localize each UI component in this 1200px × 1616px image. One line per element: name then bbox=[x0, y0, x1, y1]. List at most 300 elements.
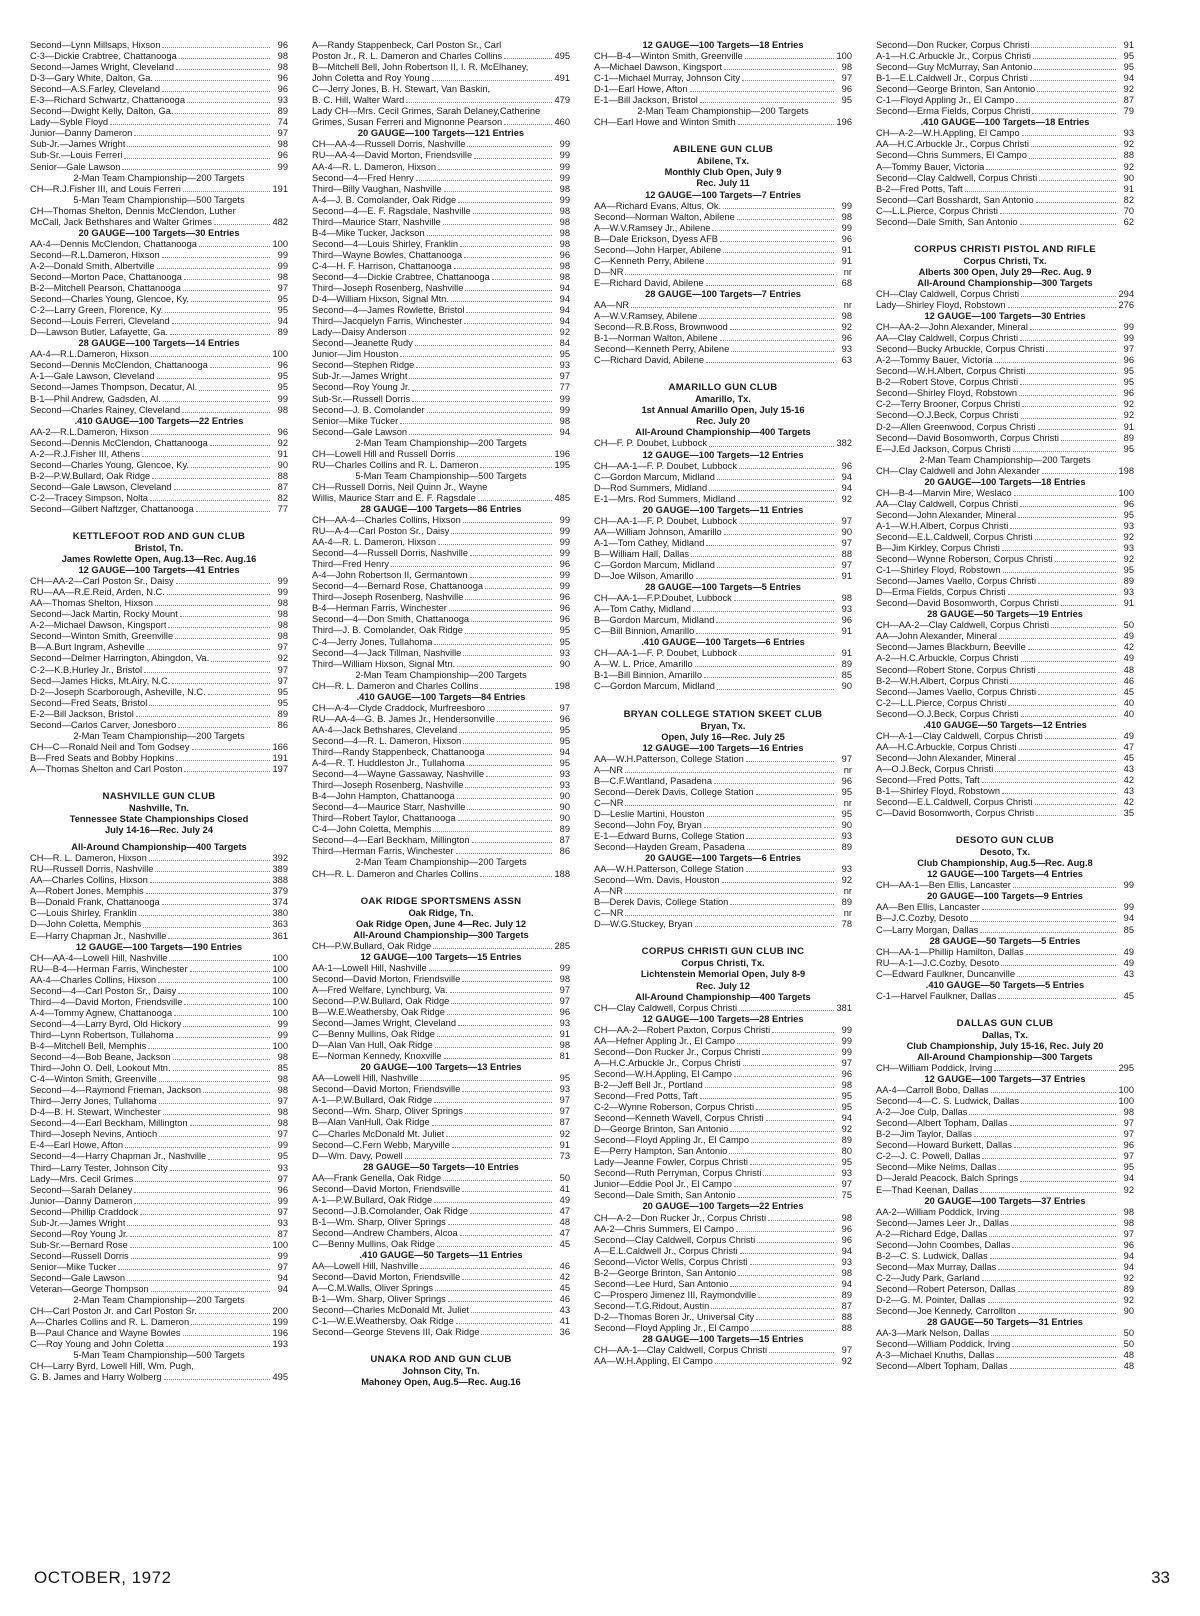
dot-leader bbox=[769, 1352, 834, 1353]
shooter-name: Second—4—Jack Tillman, Nashville bbox=[312, 647, 462, 658]
shooter-name: AA—W.H.Patterson, College Station bbox=[594, 864, 744, 875]
dot-leader bbox=[1020, 506, 1116, 507]
result-entry bbox=[30, 609, 288, 620]
result-entry bbox=[876, 576, 1134, 587]
dot-leader bbox=[1036, 815, 1116, 816]
score: 94 bbox=[277, 316, 288, 327]
dot-leader bbox=[706, 285, 834, 286]
dot-leader bbox=[130, 1247, 270, 1248]
shooter-name: Second—4—Don Smith, Chattanooga bbox=[312, 614, 470, 625]
result-entry bbox=[876, 1207, 1134, 1218]
result-entry bbox=[876, 51, 1134, 62]
shooter-name: Sub-Jr.—James Wright bbox=[30, 1217, 126, 1228]
score: 99 bbox=[277, 1029, 288, 1040]
shooter-name: CH—R.J.Fisher III, and Louis Ferreri bbox=[30, 183, 181, 194]
club-location: Amarillo, Tx. bbox=[695, 394, 751, 405]
dot-leader bbox=[174, 1015, 270, 1016]
event-heading: 20 GAUGE—100 Targets—121 Entries bbox=[357, 128, 525, 139]
shooter-name: C-2—Judy Park, Garland bbox=[876, 1272, 980, 1283]
score: 97 bbox=[841, 1345, 852, 1356]
dot-leader bbox=[199, 390, 270, 391]
score: 98 bbox=[559, 238, 570, 249]
dot-leader bbox=[462, 1279, 552, 1280]
dot-leader bbox=[497, 721, 552, 722]
result-entry bbox=[312, 1283, 570, 1294]
score: 92 bbox=[1123, 1294, 1134, 1305]
dot-leader bbox=[462, 981, 552, 982]
dot-leader bbox=[184, 771, 270, 772]
score: 99 bbox=[841, 1035, 852, 1046]
dot-leader bbox=[462, 1091, 552, 1092]
dot-leader bbox=[762, 1054, 834, 1055]
score: 50 bbox=[1123, 620, 1134, 631]
shooter-name: A—Tommy Bauer, Victoria bbox=[876, 161, 985, 172]
dot-leader bbox=[980, 1192, 1116, 1193]
score: 93 bbox=[1123, 543, 1134, 554]
score: 97 bbox=[841, 1179, 852, 1190]
dot-leader bbox=[178, 993, 270, 994]
dot-leader bbox=[1002, 550, 1116, 551]
event-heading: 1st Annual Amarillo Open, July 15-16 bbox=[641, 405, 805, 416]
shooter-name: C—NR bbox=[594, 797, 624, 808]
result-entry bbox=[594, 212, 852, 223]
score: 41 bbox=[559, 1183, 570, 1194]
shooter-name: CH—AA-1—Phillip Hamilton, Dallas bbox=[876, 946, 1024, 957]
dot-leader bbox=[151, 356, 270, 357]
result-entry bbox=[312, 1029, 570, 1040]
dot-leader bbox=[1013, 887, 1116, 888]
score: 92 bbox=[1123, 161, 1134, 172]
dot-leader bbox=[427, 235, 552, 236]
result-entry bbox=[594, 1356, 852, 1367]
result-entry bbox=[312, 725, 570, 736]
dot-leader bbox=[199, 1313, 270, 1314]
score: 97 bbox=[277, 642, 288, 653]
score: 62 bbox=[1123, 216, 1134, 227]
result-entry bbox=[30, 95, 288, 106]
dot-leader bbox=[1031, 146, 1116, 147]
result-entry bbox=[312, 974, 570, 985]
shooter-name: AA-4—Dennis McClendon, Chattanooga bbox=[30, 238, 197, 249]
result-entry bbox=[30, 1185, 288, 1196]
result-entry bbox=[876, 808, 1134, 819]
shooter-name: Second—O.J.Beck, Corpus Christi bbox=[876, 708, 1019, 719]
score: 93 bbox=[559, 360, 570, 371]
dot-leader bbox=[451, 301, 552, 302]
page-number: 33 bbox=[1151, 1568, 1170, 1587]
result-entry bbox=[594, 1102, 852, 1113]
shooter-name: CH—AA-2—John Alexander, Mineral bbox=[876, 322, 1028, 333]
event-heading: 20 GAUGE—100 Targets—13 Entries bbox=[360, 1062, 522, 1073]
score: 95 bbox=[841, 95, 852, 106]
dot-leader bbox=[730, 1131, 834, 1132]
score: 45 bbox=[1123, 752, 1134, 763]
shooter-name: D-2—Joseph Scarborough, Asheville, N.C. bbox=[30, 686, 206, 697]
dot-leader bbox=[168, 938, 270, 939]
score: 50 bbox=[559, 1172, 570, 1183]
dot-leader bbox=[467, 809, 552, 810]
result-entry bbox=[30, 283, 288, 294]
shooter-name: Second—Lee Hurd, San Antonio bbox=[594, 1278, 729, 1289]
shooter-name: B-4—John Hampton, Chattanooga bbox=[312, 791, 455, 802]
score: 460 bbox=[554, 117, 570, 128]
event-heading: James Rowlette Open, Aug.13—Rec. Aug.16 bbox=[61, 554, 257, 565]
dot-leader bbox=[420, 1268, 552, 1269]
score: 97 bbox=[559, 995, 570, 1006]
dot-leader bbox=[162, 257, 270, 258]
score: 96 bbox=[559, 249, 570, 260]
score: 98 bbox=[841, 1267, 852, 1278]
score: 96 bbox=[1123, 498, 1134, 509]
dot-leader bbox=[1021, 418, 1116, 419]
result-entry bbox=[594, 1124, 852, 1135]
team-heading: 2-Man Team Championship—200 Targets bbox=[355, 857, 527, 868]
shooter-name: CH—AA-2—Clay Caldwell, Corpus Christi bbox=[876, 620, 1050, 631]
shooter-name: Sub-Sr.—Louis Ferreri bbox=[30, 150, 123, 161]
score: 96 bbox=[277, 40, 288, 50]
result-entry bbox=[876, 620, 1134, 631]
score: 379 bbox=[272, 886, 288, 897]
dot-leader bbox=[625, 772, 834, 773]
result-entry bbox=[876, 300, 1134, 311]
score: 99 bbox=[277, 249, 288, 260]
result-entry bbox=[594, 1080, 852, 1091]
dot-leader bbox=[751, 1142, 834, 1143]
score: 92 bbox=[1123, 399, 1134, 410]
dot-leader bbox=[1001, 1214, 1116, 1215]
shooter-name: Second—Dennis McClendon, Chattanooga bbox=[30, 437, 208, 448]
score: 94 bbox=[1123, 913, 1134, 924]
dot-leader bbox=[740, 1253, 834, 1254]
result-entry bbox=[876, 698, 1134, 709]
shooter-name: Second—Guy McMurray, San Antonio bbox=[876, 62, 1033, 73]
result-entry bbox=[594, 267, 852, 278]
shooter-name: D-4—B. H. Stewart, Winchester bbox=[30, 1107, 161, 1118]
shooter-name: CH—Clay Caldwell and John Alexander bbox=[876, 465, 1040, 476]
shooter-name: A-2—Donald Smith, Albertville bbox=[30, 260, 155, 271]
score: 99 bbox=[1123, 322, 1134, 333]
result-entry bbox=[876, 598, 1134, 609]
score: 98 bbox=[277, 1085, 288, 1096]
dot-leader bbox=[743, 1065, 834, 1066]
result-entry bbox=[30, 620, 288, 631]
score: 276 bbox=[1118, 299, 1134, 310]
score: 99 bbox=[559, 962, 570, 973]
score: 91 bbox=[1123, 40, 1134, 50]
score: 98 bbox=[841, 1079, 852, 1090]
shooter-name: A-3—Michael Knuths, Dallas bbox=[876, 1350, 995, 1361]
score: 95 bbox=[559, 625, 570, 636]
result-entry bbox=[876, 206, 1134, 217]
shooter-name: Second—C.Fern Webb, Maryville bbox=[312, 1139, 450, 1150]
shooter-name: Second—Morton Pace, Chattanooga bbox=[30, 271, 182, 282]
dot-leader bbox=[991, 1092, 1116, 1093]
score: 88 bbox=[277, 470, 288, 481]
result-entry bbox=[876, 925, 1134, 936]
shooter-name: Third—Larry Tester, Johnson City bbox=[30, 1162, 168, 1173]
dot-leader bbox=[456, 853, 552, 854]
shooter-name: CH—Earl Howe and Winton Smith bbox=[594, 117, 736, 128]
shooter-name: B-1—Shirley Floyd, Robstown bbox=[876, 786, 1001, 797]
score: 93 bbox=[841, 1256, 852, 1267]
score: 43 bbox=[1123, 786, 1134, 797]
result-entry bbox=[312, 51, 570, 62]
result-entry bbox=[876, 521, 1134, 532]
dot-leader bbox=[142, 456, 270, 457]
dot-leader bbox=[724, 534, 834, 535]
dot-leader bbox=[700, 102, 834, 103]
shooter-name: Junior—Eddie Pool Jr., El Campo bbox=[594, 1179, 732, 1190]
dot-leader bbox=[1034, 69, 1116, 70]
result-entry bbox=[30, 1207, 288, 1218]
dot-leader bbox=[429, 970, 552, 971]
dot-leader bbox=[166, 1346, 270, 1347]
shooter-name: AA—W.H.Appling, El Campo bbox=[594, 1356, 713, 1367]
result-entry bbox=[876, 1350, 1134, 1361]
result-entry bbox=[594, 798, 852, 809]
result-entry bbox=[30, 250, 288, 261]
score: 96 bbox=[1123, 1239, 1134, 1250]
dot-leader bbox=[406, 102, 552, 103]
result-entry bbox=[312, 239, 570, 250]
shooter-name: B—Paul Chance and Wayne Bowles bbox=[30, 1328, 181, 1339]
shooter-name: Second—Charles McDonald Mt. Juliet bbox=[312, 1305, 470, 1316]
dot-leader bbox=[167, 594, 270, 595]
result-entry bbox=[312, 714, 570, 725]
event-heading: Rec. July 12 bbox=[696, 980, 750, 991]
shooter-name: CH—Clay Caldwell, Corpus Christi bbox=[876, 288, 1020, 299]
dot-leader bbox=[470, 1213, 552, 1214]
shooter-name: Second—4—Earl Beckham, Millington bbox=[312, 835, 470, 846]
result-entry bbox=[876, 95, 1134, 106]
shooter-name: Second—Bucky Arbuckle, Corpus Christi bbox=[876, 344, 1045, 355]
score: 91 bbox=[559, 1139, 570, 1150]
results-column-1 bbox=[30, 40, 288, 1555]
score: 96 bbox=[1123, 388, 1134, 399]
result-entry bbox=[312, 835, 570, 846]
result-entry bbox=[30, 1074, 288, 1085]
shooter-name: C—Louis Shirley, Franklin bbox=[30, 908, 137, 919]
result-entry bbox=[30, 1317, 288, 1328]
shooter-name: Second—Shirley Floyd, Robstown bbox=[876, 388, 1018, 399]
dot-leader bbox=[1001, 965, 1116, 966]
dot-leader bbox=[158, 982, 270, 983]
dot-leader bbox=[155, 605, 270, 606]
score: 94 bbox=[841, 482, 852, 493]
dot-leader bbox=[625, 915, 834, 916]
result-entry bbox=[312, 813, 570, 824]
result-entry bbox=[594, 1190, 852, 1201]
event-heading: 28 GAUGE—100 Targets—7 Entries bbox=[645, 288, 801, 299]
event-heading: .410 GAUGE—50 Targets—12 Entries bbox=[923, 719, 1087, 730]
result-entry bbox=[30, 687, 288, 698]
result-entry bbox=[594, 820, 852, 831]
dot-leader bbox=[995, 771, 1116, 772]
result-entry bbox=[312, 1073, 570, 1084]
score: 97 bbox=[559, 702, 570, 713]
dot-leader bbox=[124, 158, 270, 159]
team-heading: 5-Man Team Championship—500 Targets bbox=[73, 1350, 245, 1361]
shooter-name: CH—AA-4—Charles Collins, Hixson bbox=[312, 515, 461, 526]
shooter-name: Senior—Gale Lawson bbox=[30, 161, 121, 172]
score: 193 bbox=[272, 1339, 288, 1350]
score: 93 bbox=[1123, 587, 1134, 598]
score: 90 bbox=[841, 526, 852, 537]
dot-leader bbox=[700, 1098, 834, 1099]
result-entry bbox=[876, 322, 1134, 333]
result-entry bbox=[30, 864, 288, 875]
shooter-name: Sub-Sr.—Bernard Rose bbox=[30, 1239, 128, 1250]
shooter-name: AA-4—Charles Collins, Hixson bbox=[30, 974, 157, 985]
score: 97 bbox=[277, 1261, 288, 1272]
shooter-name: Second—Delmer Harrington, Abingdon, Va. bbox=[30, 653, 210, 664]
result-entry bbox=[876, 510, 1134, 521]
shooter-name: B-1—Phil Andrew, Gadsden, Al. bbox=[30, 393, 161, 404]
shooter-name: A—H.C.Arbuckle Jr., Corpus Christi bbox=[594, 1057, 741, 1068]
shooter-name: Second—Dennis McClendon, Chattanooga bbox=[30, 360, 208, 371]
score: 99 bbox=[559, 526, 570, 537]
shooter-name: Second—Roy Young Jr. bbox=[312, 382, 411, 393]
score: 100 bbox=[272, 349, 288, 360]
dot-leader bbox=[734, 600, 834, 601]
dot-leader bbox=[723, 208, 834, 209]
shooter-name: Second—Phillip Craddock bbox=[30, 1206, 139, 1217]
score: 92 bbox=[1123, 554, 1134, 565]
result-entry bbox=[30, 1218, 288, 1229]
score: 191 bbox=[272, 183, 288, 194]
event-heading: 28 GAUGE—100 Targets—14 Entries bbox=[78, 338, 240, 349]
score: 96 bbox=[559, 1006, 570, 1017]
dot-leader bbox=[134, 1192, 270, 1193]
dot-leader bbox=[391, 566, 552, 567]
dot-leader bbox=[1055, 561, 1116, 562]
result-entry bbox=[594, 1290, 852, 1301]
shooter-name: Second—T.G.Ridout, Austin bbox=[594, 1300, 710, 1311]
team-heading: 2-Man Team Championship—200 Targets bbox=[919, 454, 1091, 465]
result-entry bbox=[312, 1173, 570, 1184]
team-heading: 2-Man Team Championship—200 Targets bbox=[73, 1295, 245, 1306]
result-entry bbox=[876, 344, 1134, 355]
dot-leader bbox=[1030, 80, 1116, 81]
result-entry bbox=[312, 559, 570, 570]
dot-leader bbox=[435, 1290, 552, 1291]
score: 92 bbox=[559, 1128, 570, 1139]
shooter-name: A—Thomas Shelton and Carl Poston bbox=[30, 763, 183, 774]
result-entry bbox=[312, 283, 570, 294]
dot-leader bbox=[739, 655, 834, 656]
shooter-name: Second—Gale Lawson bbox=[312, 426, 408, 437]
shooter-name: D—Joe Wilson, Amarillo bbox=[594, 571, 694, 582]
dot-leader bbox=[454, 268, 552, 269]
score: 94 bbox=[277, 1284, 288, 1295]
event-heading: Alberts 300 Open, July 29—Rec. Aug. 9 bbox=[918, 266, 1092, 277]
dot-leader bbox=[734, 1076, 834, 1077]
shooter-name: CH—AA-1—F.P.Doubet, Lubbock bbox=[594, 593, 732, 604]
dot-leader bbox=[696, 578, 834, 579]
result-entry bbox=[30, 1085, 288, 1096]
shooter-name: Willis, Maurice Starr and E. F. Ragsdale bbox=[312, 492, 476, 503]
shooter-name: A-2—Michael Dawson, Kingsport bbox=[30, 620, 167, 631]
dot-leader bbox=[125, 1147, 270, 1148]
result-entry bbox=[312, 703, 570, 714]
result-entry bbox=[30, 886, 288, 897]
shooter-name: Second—4—Wayne Gassaway, Nashville bbox=[312, 769, 485, 780]
score: 94 bbox=[559, 294, 570, 305]
score: 98 bbox=[277, 598, 288, 609]
shooter-name: Second—Don Rucker, Corpus Christi bbox=[876, 40, 1030, 50]
shooter-name: Second—Joe Kennedy, Carrollton bbox=[876, 1306, 1016, 1317]
shooter-name: AA—Ben Ellis, Lancaster bbox=[876, 902, 980, 913]
result-entry bbox=[30, 394, 288, 405]
score: 93 bbox=[277, 95, 288, 106]
result-entry bbox=[30, 753, 288, 764]
result-entry bbox=[876, 1229, 1134, 1240]
dot-leader bbox=[416, 180, 552, 181]
result-entry bbox=[594, 875, 852, 886]
score: 77 bbox=[277, 503, 288, 514]
score: 96 bbox=[1123, 1140, 1134, 1151]
score: 87 bbox=[841, 1300, 852, 1311]
dot-leader bbox=[478, 500, 552, 501]
score: 91 bbox=[1123, 183, 1134, 194]
dot-leader bbox=[432, 1125, 552, 1126]
dot-leader bbox=[737, 1043, 834, 1044]
score: 89 bbox=[841, 1289, 852, 1300]
shooter-name: Second—Winton Smith, Greenville bbox=[30, 631, 174, 642]
score: 98 bbox=[277, 620, 288, 631]
result-entry bbox=[876, 217, 1134, 228]
shooter-name: C-2—Larry Green, Florence, Ky. bbox=[30, 305, 164, 316]
result-entry bbox=[594, 787, 852, 798]
result-entry bbox=[876, 665, 1134, 676]
score: 49 bbox=[1123, 631, 1134, 642]
event-heading: Lichtenstein Memorial Open, July 8-9 bbox=[640, 969, 806, 980]
dot-leader bbox=[1020, 340, 1116, 341]
shooter-name: B-2—Fred Potts, Taft bbox=[876, 183, 963, 194]
dot-leader bbox=[196, 511, 270, 512]
dot-leader bbox=[432, 80, 552, 81]
dot-leader bbox=[159, 1103, 270, 1104]
result-entry bbox=[312, 1327, 570, 1338]
score: 197 bbox=[272, 763, 288, 774]
shooter-name: B—Donald Frank, Chattanooga bbox=[30, 897, 160, 908]
shooter-name: Second—4—Louis Shirley, Franklin bbox=[312, 238, 459, 249]
score: 96 bbox=[559, 603, 570, 614]
result-entry bbox=[594, 1036, 852, 1047]
dot-leader bbox=[409, 334, 552, 335]
shooter-name: A-1—Tom Cathey, Midland bbox=[594, 537, 705, 548]
dot-leader bbox=[464, 257, 552, 258]
score: 97 bbox=[277, 1173, 288, 1184]
dot-leader bbox=[756, 1109, 834, 1110]
result-entry bbox=[876, 775, 1134, 786]
result-entry bbox=[876, 991, 1134, 1002]
shooter-name: CH—AA-1—F. P. Doubet, Lubbock bbox=[594, 648, 737, 659]
dot-leader bbox=[480, 876, 552, 877]
score: 100 bbox=[272, 963, 288, 974]
team-heading: 2-Man Team Championship—200 Targets bbox=[637, 106, 809, 117]
dot-leader bbox=[730, 1286, 834, 1287]
dot-leader bbox=[722, 882, 834, 883]
shooter-name: RU—B-4—Herman Farris, Winchester bbox=[30, 963, 188, 974]
dot-leader bbox=[199, 246, 270, 247]
shooter-name: CH—R. L. Dameron and Charles Collins bbox=[312, 868, 479, 879]
shooter-name: Second—Kenneth Perry, Abilene bbox=[594, 344, 730, 355]
shooter-name: CH—A-4—Clyde Craddock, Murfreesboro bbox=[312, 702, 486, 713]
dot-leader bbox=[980, 932, 1116, 933]
shooter-name: Second—Carl Bosshardt, San Antonio bbox=[876, 194, 1034, 205]
dot-leader bbox=[459, 732, 552, 733]
